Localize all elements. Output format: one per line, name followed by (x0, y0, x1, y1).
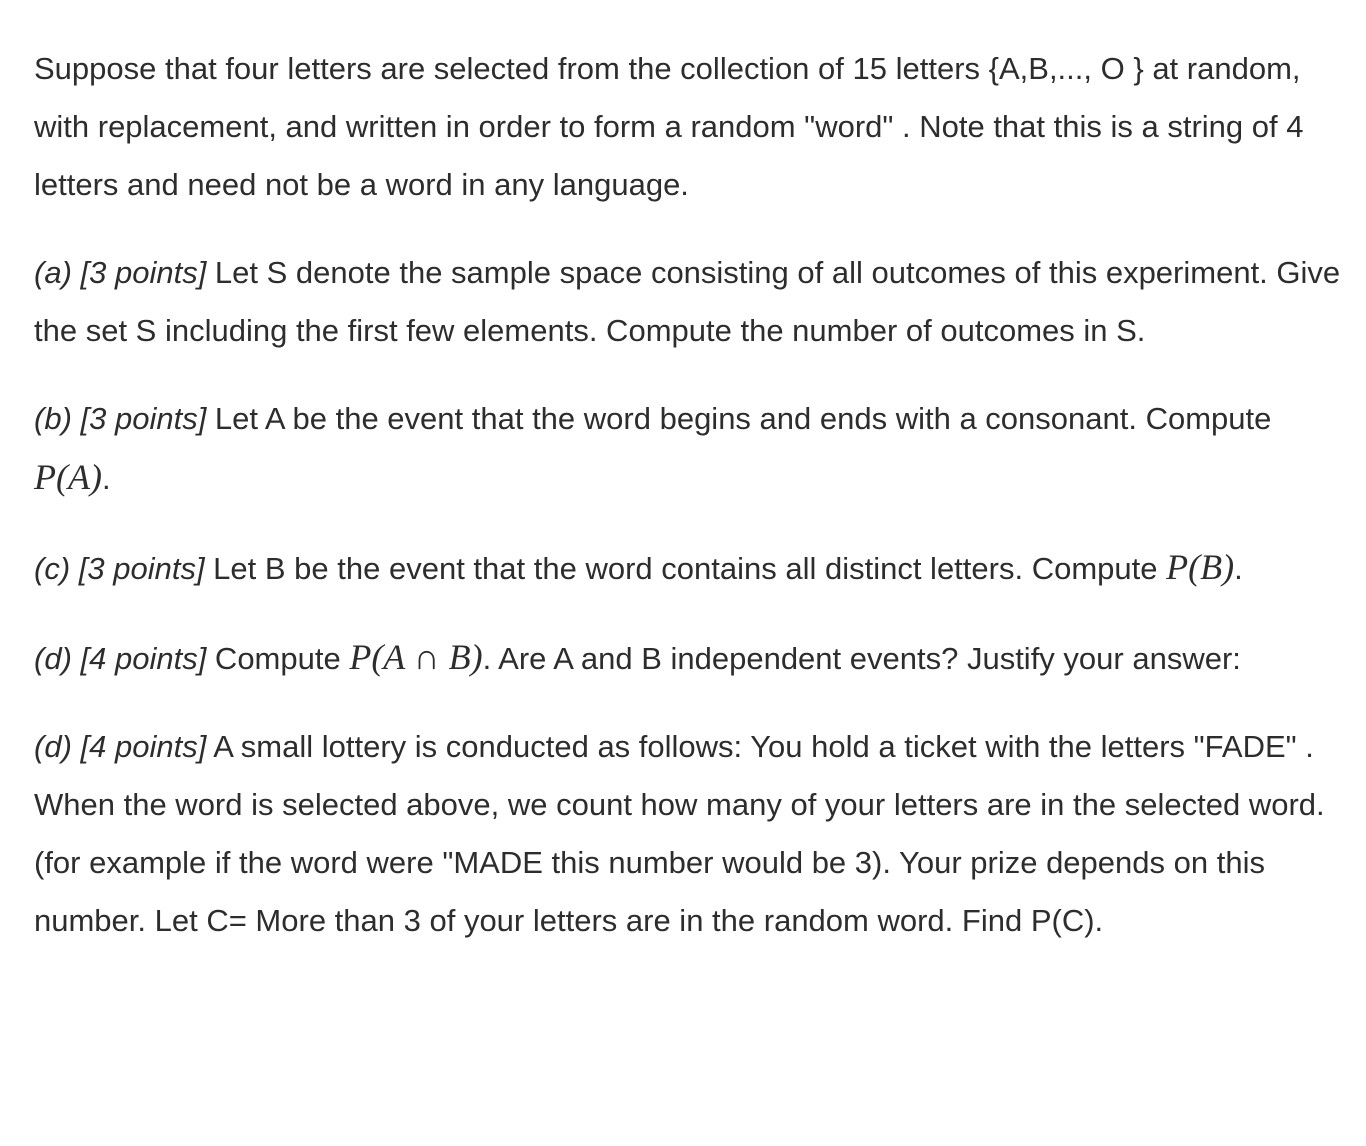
part-b-paragraph (34, 390, 1344, 508)
intro-paragraph (34, 40, 1344, 214)
part-d2-label: (d) [4 points] (34, 729, 207, 764)
part-c-paragraph (34, 538, 1344, 598)
part-a-text: Let S denote the sample space consisting of all outcomes of this experiment. Give the set S including the first few elements. Compute the number of outcomes in S. (34, 255, 1341, 348)
part-d1-math: P(A ∩ B) (349, 637, 483, 677)
part-a-label: (a) [3 points] (34, 255, 207, 290)
part-b-text: Let A be the event that the word begins and ends with a consonant. Compute (206, 401, 1272, 436)
problem-document (34, 40, 1344, 950)
part-d1-tail: . Are A and B independent events? Justify your answer: (482, 641, 1241, 676)
part-c-text: Let B be the event that the word contains all distinct letters. Compute (204, 551, 1167, 586)
part-d1-paragraph (34, 628, 1344, 688)
part-a-paragraph (34, 244, 1344, 360)
part-d1-label: (d) [4 points] (34, 641, 207, 676)
part-c-math: P(B) (1166, 547, 1235, 587)
part-b-math: P(A) (34, 457, 102, 497)
part-c-tail: . (1234, 551, 1243, 586)
part-d2-text: A small lottery is conducted as follows: You hold a ticket with the letters "FADE" . When the word is selected above, we count how many of your letters are in the selected word. (for example if the word were "MADE this number would be 3). Your prize depends on this number. Let C= More than 3 of your letters are in the random word. Find P(C). (34, 729, 1325, 938)
part-b-tail: . (101, 461, 111, 496)
part-b-label: (b) [3 points] (34, 401, 207, 436)
part-d1-text: Compute (206, 641, 350, 676)
intro-text: Suppose that four letters are selected from the collection of 15 letters {A,B,..., O } at random, with replacement, and written in order to form a random "word" . Note that this is a string of 4 letters and need not be a word in any language. (34, 51, 1304, 202)
part-c-label: (c) [3 points] (34, 551, 205, 586)
part-d2-paragraph (34, 718, 1344, 950)
